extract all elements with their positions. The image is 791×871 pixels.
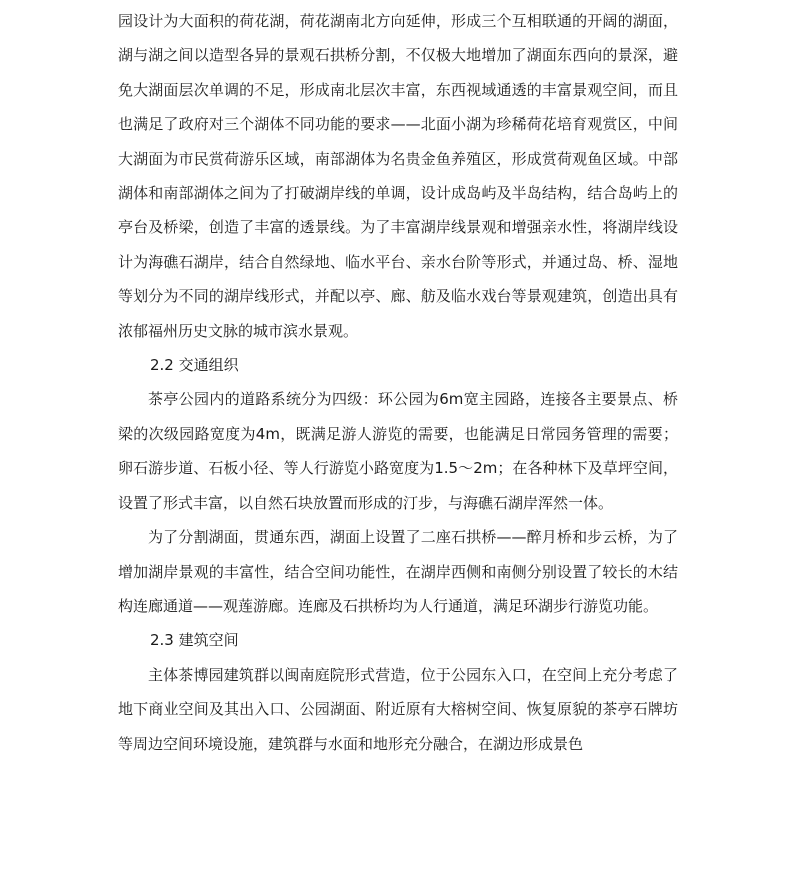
document-page: [118, 4, 678, 761]
section-heading-architecture: 2.3 建筑空间: [150, 631, 239, 650]
paragraph-bridges: 为了分割湖面，贯通东西，湖面上设置了二座石拱桥——醉月桥和步云桥，为了增加湖岸景观的丰富性，结合空间功能性，在湖岸西侧和南侧分别设置了较长的木结构连廊通道——观莲游廊。连廊及石拱桥均为人行通道，满足环湖步行游览功能。: [118, 528, 678, 615]
section-heading-traffic: 2.2 交通组织: [150, 356, 239, 375]
paragraph-lake-design: 园设计为大面积的荷花湖，荷花湖南北方向延伸，形成三个互相联通的开阔的湖面，湖与湖之间以造型各异的景观石拱桥分割，不仅极大地增加了湖面东西向的景深，避免大湖面层次单调的不足，形成南北层次丰富，东西视域通透的丰富景观空间，而且也满足了政府对三个湖体不同功能的要求——北面小湖为珍稀荷花培育观赏区，中间大湖面为市民赏荷游乐区域，南部湖体为名贵金鱼养殖区，形成赏荷观鱼区域。中部湖体和南部湖体之间为了打破湖岸线的单调，设计成岛屿及半岛结构，结合岛屿上的亭台及桥梁，创造了丰富的透景线。为了丰富湖岸线景观和增强亲水性，将湖岸线设计为海礁石湖岸，结合自然绿地、临水平台、亲水台阶等形式，并通过岛、桥、湿地等划分为不同的湖岸线形式，并配以亭、廊、舫及临水戏台等景观建筑，创造出具有浓郁福州历史文脉的城市滨水景观。: [118, 12, 678, 340]
paragraph-road-system: 茶亭公园内的道路系统分为四级：环公园为6m宽主园路，连接各主要景点、桥梁的次级园路宽度为4m，既满足游人游览的需要，也能满足日常园务管理的需要；卵石游步道、石板小径、等人行游览小路宽度为1.5～2m；在各种林下及草坪空间，设置了形式丰富，以自然石块放置而形成的汀步，与海礁石湖岸浑然一体。: [118, 390, 678, 512]
paragraph-tea-museum: 主体茶博园建筑群以闽南庭院形式营造，位于公园东入口，在空间上充分考虑了地下商业空间及其出入口、公园湖面、附近原有大榕树空间、恢复原貌的茶亭石牌坊等周边空间环境设施，建筑群与水面和地形充分融合，在湖边形成景色: [118, 665, 678, 753]
